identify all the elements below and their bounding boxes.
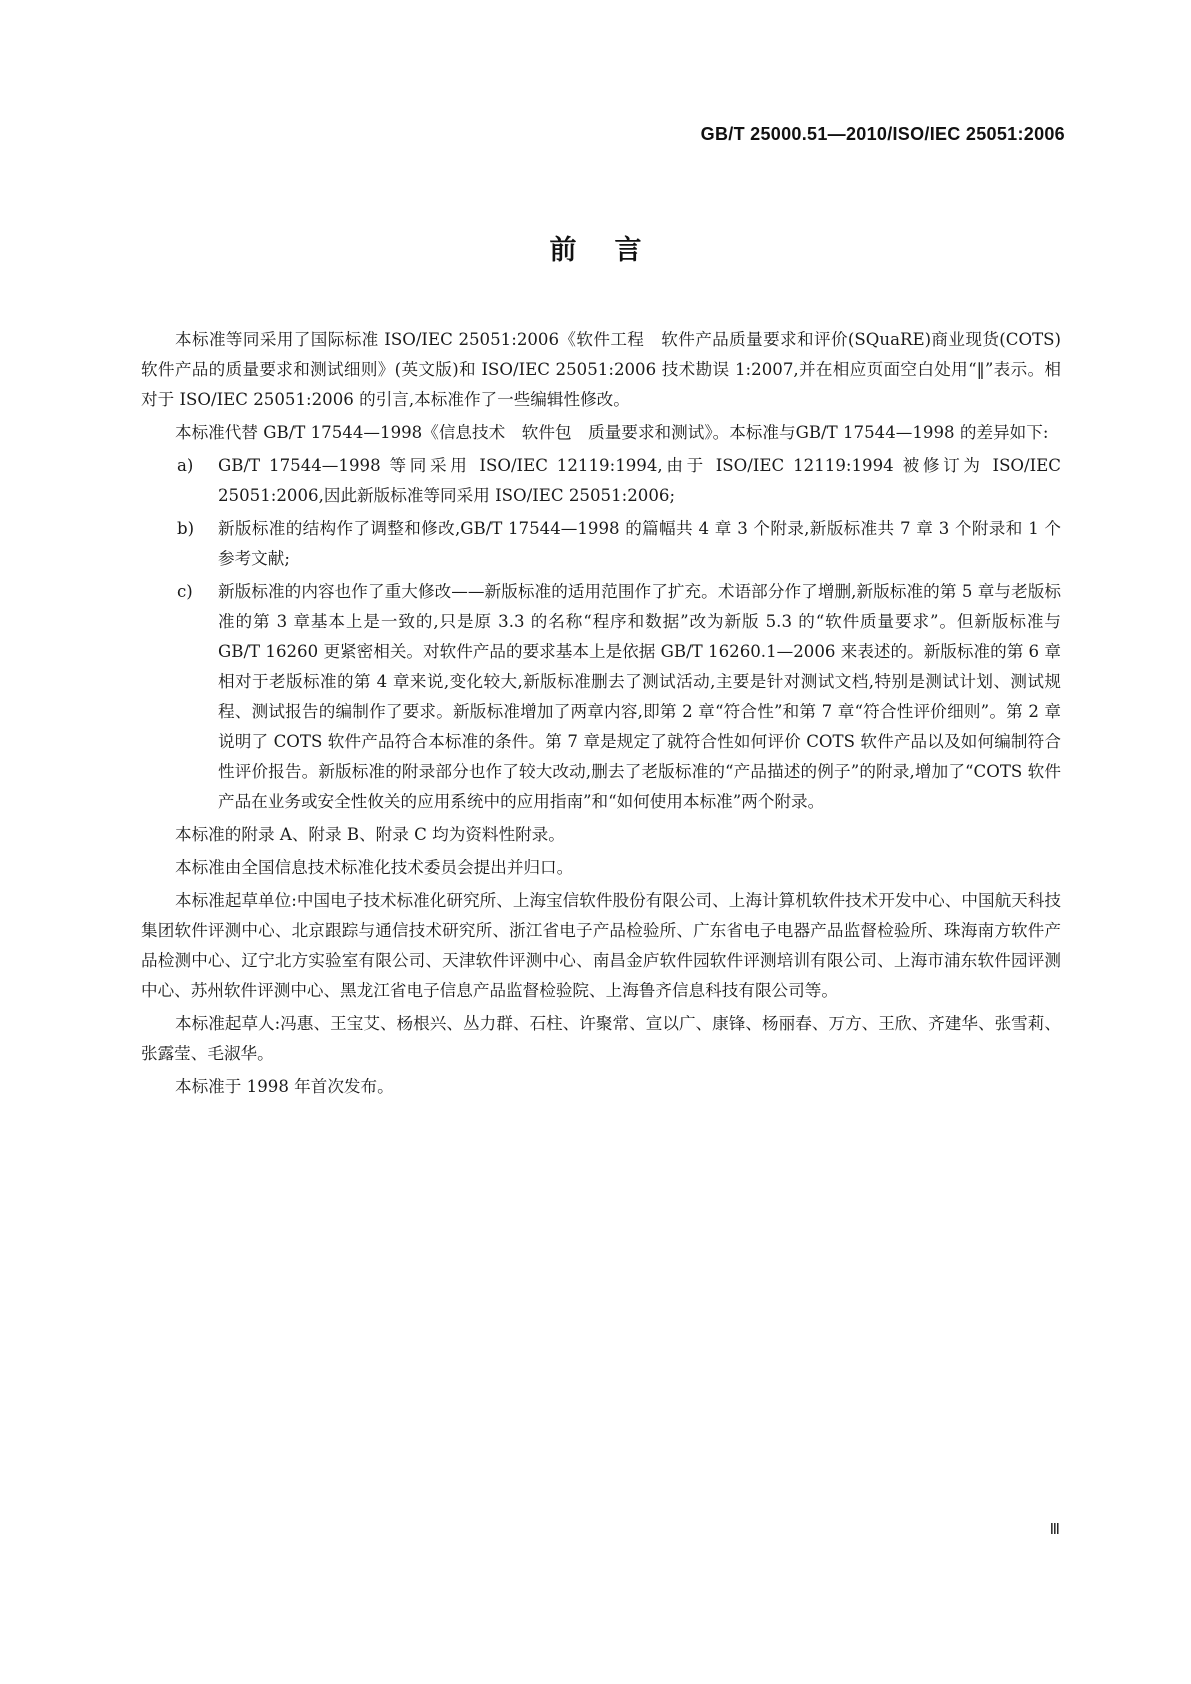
page-title: 前言 (549, 235, 680, 266)
list-marker: a) (177, 456, 194, 475)
differences-list (141, 451, 1061, 817)
list-item-text: 新版标准的结构作了调整和修改,GB/T 17544—1998 的篇幅共 4 章 3 个附录,新版标准共 7 章 3 个附录和 1 个参考文献; (218, 519, 1061, 568)
first-publication: 本标准于 1998 年首次发布。 (175, 1077, 394, 1096)
page-number: Ⅲ (1049, 1520, 1060, 1538)
document-body (141, 325, 1061, 1105)
list-item (141, 514, 1061, 574)
list-item-text: 新版标准的内容也作了重大修改——新版标准的适用范围作了扩充。术语部分作了增删,新版标准的第 5 章与老版标准的第 3 章基本上是一致的,只是原 3.3 的名称“程序和数据”改为新版 5.3 的“软件质量要求”。但新版标准与 GB/T 16260 更紧密相关。对软件产品的要求基本上是依据 GB/T 16260.1—2006 来表述的。新版标准的第 6 章相对于老版标准的第 4 章来说,变化较大,新版标准删去了测试活动,主要是针对测试文档,特别是测试计划、测试规程、测试报告的编制作了要求。新版标准增加了两章内容,即第 2 章“符合性”和第 7 章“符合性评价细则”。第 2 章说明了 COTS 软件产品符合本标准的条件。第 7 章是规定了就符合性如何评价 COTS 软件产品以及如何编制符合性评价报告。新版标准的附录部分也作了较大改动,删去了老版标准的“产品描述的例子”的附录,增加了“COTS 软件产品在业务或安全性攸关的应用系统中的应用指南”和“如何使用本标准”两个附录。 (218, 582, 1061, 811)
drafters: 本标准起草人:冯惠、王宝艾、杨根兴、丛力群、石柱、许聚常、宣以广、康锋、杨丽春、万方、王欣、齐建华、张雪莉、张露莹、毛淑华。 (141, 1014, 1061, 1063)
intro-paragraph-replacement: 本标准代替 GB/T 17544—1998《信息技术 软件包 质量要求和测试》。本标准与GB/T 17544—1998 的差异如下: (175, 423, 1049, 442)
list-item (141, 451, 1061, 511)
list-marker: b) (177, 519, 195, 538)
drafting-units: 本标准起草单位:中国电子技术标准化研究所、上海宝信软件股份有限公司、上海计算机软件技术开发中心、中国航天科技集团软件评测中心、北京跟踪与通信技术研究所、浙江省电子产品检验所、广东省电子电器产品监督检验所、珠海南方软件产品检测中心、辽宁北方实验室有限公司、天津软件评测中心、南昌金庐软件园软件评测培训有限公司、上海市浦东软件园评测中心、苏州软件评测中心、黑龙江省电子信息产品监督检验院、上海鲁齐信息科技有限公司等。 (141, 891, 1061, 1000)
list-item-text: GB/T 17544—1998 等同采用 ISO/IEC 12119:1994,由于 ISO/IEC 12119:1994 被修订为 ISO/IEC 25051:2006,因此新版标准等同采用 ISO/IEC 25051:2006; (218, 456, 1061, 505)
committee-note: 本标准由全国信息技术标准化技术委员会提出并归口。 (175, 858, 574, 877)
list-marker: c) (177, 582, 193, 601)
intro-paragraph-adoption: 本标准等同采用了国际标准 ISO/IEC 25051:2006《软件工程 软件产品质量要求和评价(SQuaRE)商业现货(COTS)软件产品的质量要求和测试细则》(英文版)和 ISO/IEC 25051:2006 技术勘误 1:2007,并在相应页面空白处用“‖”表示。相对于 ISO/IEC 25051:2006 的引言,本标准作了一些编辑性修改。 (141, 330, 1061, 409)
standard-code: GB/T 25000.51—2010/ISO/IEC 25051:2006 (700, 124, 1065, 144)
appendix-note: 本标准的附录 A、附录 B、附录 C 均为资料性附录。 (175, 825, 565, 844)
list-item (141, 577, 1061, 817)
